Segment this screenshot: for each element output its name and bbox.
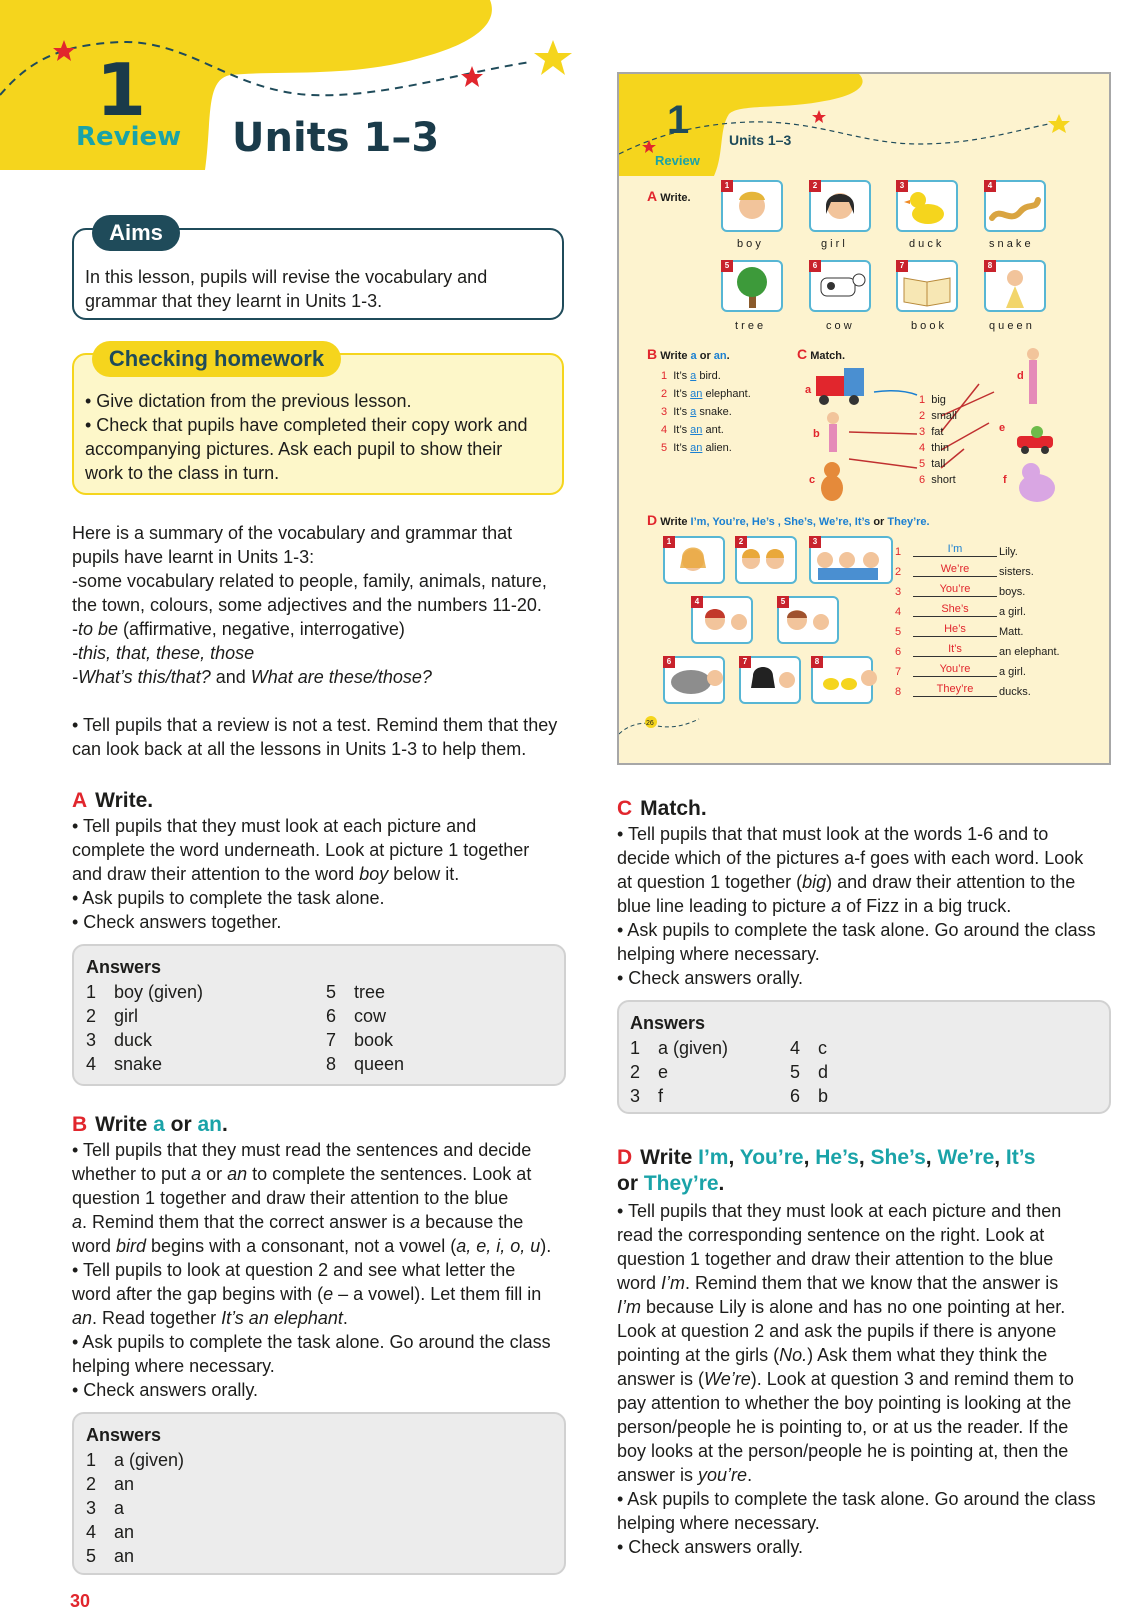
section-d-line: answer is you’re.: [617, 1465, 753, 1485]
thumb-c-word: 2 small: [919, 410, 957, 422]
thumb-unit-number: 1: [667, 98, 690, 142]
section-a-heading: A Write.: [72, 789, 154, 812]
answer-item: 1 a (given): [630, 1038, 729, 1058]
homework-text: [85, 389, 555, 485]
thumb-word: q u e e n: [989, 320, 1032, 332]
thumb-c-heading: C Match.: [797, 346, 846, 362]
section-d-line: • Tell pupils that they must look at each picture and then: [617, 1201, 1062, 1221]
answer-item: 3 f: [630, 1086, 664, 1106]
thumb-d-answer: You’re: [913, 663, 997, 677]
aims-line: grammar that they learnt in Units 1-3.: [85, 291, 383, 311]
section-b-heading: B Write a or an.: [72, 1113, 228, 1136]
thumb-d-post: a girl.: [999, 666, 1026, 678]
thumb-d-post: a girl.: [999, 606, 1026, 618]
section-a-line: • Ask pupils to complete the task alone.: [72, 888, 385, 908]
section-c-line: helping where necessary.: [617, 944, 820, 964]
answer-item: 2 girl: [86, 1006, 139, 1026]
thumb-illustrations-a: [723, 184, 781, 230]
homework-line: • Check that pupils have completed their copy work and: [85, 415, 528, 435]
thumb-a-heading: A Write.: [647, 188, 691, 204]
answer-item: 4 an: [86, 1522, 135, 1542]
thumb-d-line: 2: [895, 566, 902, 578]
thumb-c-word: 4 thin: [919, 442, 949, 454]
summary-line: • Tell pupils that a review is not a test. Remind them that they: [72, 715, 558, 735]
thumb-d-answer: I’m: [913, 543, 997, 557]
thumb-snake-illustration: [986, 184, 1044, 230]
thumb-d-line: 8: [895, 686, 902, 698]
summary-line: -What’s this/that? and What are these/those?: [72, 667, 432, 687]
thumb-tree-illustration: [723, 264, 781, 310]
answer-item: 6 b: [790, 1086, 829, 1106]
answer-item: 4 c: [790, 1038, 827, 1058]
thumb-d-post: ducks.: [999, 686, 1031, 698]
thumb-d-pic: 8: [811, 656, 873, 704]
section-b-line: • Tell pupils to look at question 2 and see what letter the: [72, 1260, 516, 1280]
summary-line: can look back at all the lessons in Units 1-3 to help them.: [72, 739, 527, 759]
thumb-d-post: Lily.: [999, 546, 1018, 558]
thumb-pic-cow: 6: [809, 260, 871, 312]
thumb-d-post: Matt.: [999, 626, 1024, 638]
thumb-d-pic: 2: [735, 536, 797, 584]
thumb-pic-queen: 8: [984, 260, 1046, 312]
thumb-girl-illustration: [811, 184, 869, 230]
thumb-queen-illustration: [986, 264, 1044, 310]
section-d-heading: D Write I’m, You’re, He’s, She’s, We’re, It’s: [617, 1146, 1036, 1169]
thumb-d-pic: 6: [663, 656, 725, 704]
section-c-line: • Ask pupils to complete the task alone. Go around the class: [617, 920, 1096, 940]
summary-line: -to be (affirmative, negative, interrogative): [72, 619, 405, 639]
thumb-d-pic: 1: [663, 536, 725, 584]
section-a: [72, 788, 567, 934]
thumb-pic-book: 7: [896, 260, 958, 312]
summary-text: [72, 521, 567, 761]
section-a-line: • Tell pupils that they must look at each picture and: [72, 816, 477, 836]
answer-item: 3 a: [86, 1498, 125, 1518]
section-d-line: question 1 together and draw their attention to the blue: [617, 1249, 1054, 1269]
thumb-tall-girl-illustration: [1021, 346, 1045, 408]
thumb-car-illustration: [1013, 424, 1057, 456]
thumb-b-line: 1 It’s a bird.: [661, 370, 721, 382]
homework-line: • Give dictation from the previous lesson.: [85, 391, 412, 411]
section-b-line: word bird begins with a consonant, not a vowel (a, e, i, o, u).: [72, 1236, 552, 1256]
section-b-line: helping where necessary.: [72, 1356, 275, 1376]
thumb-b-line: 3 It’s a snake.: [661, 406, 732, 418]
section-c: [617, 796, 1113, 990]
section-d-line: pay attention to whether the boy pointing is looking at the: [617, 1393, 1072, 1413]
thumb-c-letter: e: [999, 422, 1006, 434]
section-b-line: • Tell pupils that they must read the sentences and decide: [72, 1140, 532, 1160]
thumb-c-letter: a: [805, 384, 812, 396]
section-d: [617, 1145, 1113, 1559]
thumb-word: b o o k: [911, 320, 945, 332]
thumb-d-line: 3: [895, 586, 902, 598]
answer-item: 5 d: [790, 1062, 829, 1082]
aims-label: Aims: [92, 215, 180, 251]
section-b-line: an. Read together It’s an elephant.: [72, 1308, 348, 1328]
summary-spacer: [72, 689, 567, 713]
section-d-line: boy looks at the person/people he is pointing at, then the: [617, 1441, 1069, 1461]
thumb-b-heading: B Write a or an.: [647, 346, 730, 362]
section-b-answers-title: Answers: [86, 1425, 162, 1445]
section-c-line: • Tell pupils that that must look at the words 1-6 and to: [617, 824, 1049, 844]
section-d-line: I’m because Lily is alone and has no one pointing at her.: [617, 1297, 1066, 1317]
thumb-d-pic: 3: [809, 536, 893, 584]
section-a-line: complete the word underneath. Look at picture 1 together: [72, 840, 530, 860]
thumb-c-word: 1 big: [919, 394, 946, 406]
page-number: 30: [70, 1591, 91, 1611]
thumb-b-line: 5 It’s an alien.: [661, 442, 732, 454]
answer-item: 8 queen: [326, 1054, 405, 1074]
section-d-line: pointing at the girls (No.) Ask them what they think the: [617, 1345, 1048, 1365]
homework-label: Checking homework: [92, 341, 341, 377]
thumb-d-answer: You’re: [913, 583, 997, 597]
thumb-d-line: 1: [895, 546, 902, 558]
thumb-word: g i r l: [821, 238, 845, 250]
section-d-line: answer is (We’re). Look at question 3 and remind them to: [617, 1369, 1074, 1389]
thumb-truck-illustration: [814, 366, 866, 406]
thumb-d-line: 4: [895, 606, 902, 618]
section-c-line: at question 1 together (big) and draw their attention to the: [617, 872, 1076, 892]
thumb-word: c o w: [826, 320, 852, 332]
thumb-b-line: 4 It’s an ant.: [661, 424, 724, 436]
thumb-pic-duck: 3: [896, 180, 958, 232]
pupils-book-thumbnail: [617, 72, 1111, 765]
section-d-line: person/people he is pointing to, or at us the reader. If the: [617, 1417, 1069, 1437]
answer-item: 4 snake: [86, 1054, 163, 1074]
thumb-review-label: Review: [655, 153, 700, 168]
thumb-thin-girl-illustration: [821, 410, 845, 454]
section-d-line: helping where necessary.: [617, 1513, 820, 1533]
section-a-answers-title: Answers: [86, 957, 162, 977]
thumb-c-letter: c: [809, 474, 816, 486]
section-d-line: read the corresponding sentence on the right. Look at: [617, 1225, 1045, 1245]
thumb-d-answer: He’s: [913, 623, 997, 637]
thumb-d-line: 7: [895, 666, 902, 678]
summary-line: the town, colours, some adjectives and the numbers 11-20.: [72, 595, 542, 615]
section-b-line: a. Remind them that the correct answer is a because the: [72, 1212, 524, 1232]
section-b-line: • Check answers orally.: [72, 1380, 259, 1400]
answer-item: 3 duck: [86, 1030, 153, 1050]
thumb-pic-tree: 5: [721, 260, 783, 312]
section-d-heading-cont: or They’re.: [617, 1172, 725, 1195]
thumb-page-number: 26: [646, 720, 654, 727]
answer-item: 1 boy (given): [86, 982, 204, 1002]
thumb-pic-boy: 1: [721, 180, 783, 232]
thumb-d-answer: We’re: [913, 563, 997, 577]
thumb-word: s n a k e: [989, 238, 1031, 250]
thumb-book-illustration: [898, 264, 956, 310]
section-b: [72, 1112, 567, 1402]
thumb-c-letter: b: [813, 428, 820, 440]
thumb-d-heading: D Write I’m, You’re, He’s , She’s, We’re, It’s or They’re.: [647, 512, 930, 528]
thumb-word: b o y: [737, 238, 761, 250]
section-b-line: question 1 together and draw their attention to the blue: [72, 1188, 509, 1208]
answer-item: 2 e: [630, 1062, 669, 1082]
section-d-line: • Ask pupils to complete the task alone. Go around the class: [617, 1489, 1096, 1509]
unit-number: 1: [96, 48, 147, 132]
thumb-word: d u c k: [909, 238, 942, 250]
thumb-c-letter: f: [1003, 474, 1007, 486]
thumb-pic-snake: 4: [984, 180, 1046, 232]
thumb-d-answer: She’s: [913, 603, 997, 617]
thumb-fat-cat-illustration: [1013, 458, 1061, 504]
summary-line: -some vocabulary related to people, family, animals, nature,: [72, 571, 547, 591]
thumb-duck-illustration: [898, 184, 956, 230]
section-d-line: Look at question 2 and ask the pupils if there is anyone: [617, 1321, 1057, 1341]
thumb-d-pic: 5: [777, 596, 839, 644]
answer-item: 5 an: [86, 1546, 135, 1566]
homework-line: work to the class in turn.: [85, 463, 280, 483]
thumb-d-post: sisters.: [999, 566, 1034, 578]
section-c-line: blue line leading to picture a of Fizz in a big truck.: [617, 896, 1012, 916]
thumb-d-post: boys.: [999, 586, 1026, 598]
thumb-d-line: 6: [895, 646, 902, 658]
section-b-line: whether to put a or an to complete the sentences. Look at: [72, 1164, 532, 1184]
thumb-d-answer: They’re: [913, 683, 997, 697]
answer-item: 1 a (given): [86, 1450, 185, 1470]
section-d-line: word I’m. Remind them that we know that the answer is: [617, 1273, 1059, 1293]
answer-item: 7 book: [326, 1030, 394, 1050]
thumb-d-pic: 4: [691, 596, 753, 644]
thumb-c-word: 3 fat: [919, 426, 944, 438]
answer-item: 6 cow: [326, 1006, 387, 1026]
section-c-line: decide which of the pictures a-f goes with each word. Look: [617, 848, 1084, 868]
thumb-pic-girl: 2: [809, 180, 871, 232]
thumb-cat-illustration: [815, 458, 849, 502]
thumb-word: t r e e: [735, 320, 764, 332]
summary-line: pupils have learnt in Units 1-3:: [72, 547, 315, 567]
section-a-line: • Check answers together.: [72, 912, 282, 932]
review-label: Review: [76, 122, 182, 152]
aims-line: In this lesson, pupils will revise the vocabulary and: [85, 267, 488, 287]
section-d-line: • Check answers orally.: [617, 1537, 804, 1557]
thumb-d-answer: It’s: [913, 643, 997, 657]
thumb-d-post: an elephant.: [999, 646, 1060, 658]
section-b-line: word after the gap begins with (e – a vowel). Let them fill in: [72, 1284, 542, 1304]
section-c-heading: C Match.: [617, 797, 707, 820]
section-a-line: and draw their attention to the word boy below it.: [72, 864, 460, 884]
page-title: Units 1–3: [232, 115, 440, 161]
thumb-cow-illustration: [811, 264, 869, 310]
answer-item: 2 an: [86, 1474, 135, 1494]
thumb-c-letter: d: [1017, 370, 1024, 382]
section-c-answers-title: Answers: [630, 1013, 706, 1033]
thumb-d-pic: 7: [739, 656, 801, 704]
aims-text: [85, 265, 555, 313]
thumb-c-word: 6 short: [919, 474, 956, 486]
summary-line: -this, that, these, those: [72, 643, 255, 663]
thumb-title: Units 1–3: [729, 132, 792, 148]
section-c-line: • Check answers orally.: [617, 968, 804, 988]
summary-line: Here is a summary of the vocabulary and grammar that: [72, 523, 513, 543]
thumb-c-word: 5 tall: [919, 458, 946, 470]
answer-item: 5 tree: [326, 982, 386, 1002]
thumb-b-line: 2 It’s an elephant.: [661, 388, 751, 400]
thumb-d-line: 5: [895, 626, 902, 638]
section-b-line: • Ask pupils to complete the task alone. Go around the class: [72, 1332, 551, 1352]
homework-line: accompanying pictures. Ask each pupil to show their: [85, 439, 503, 459]
